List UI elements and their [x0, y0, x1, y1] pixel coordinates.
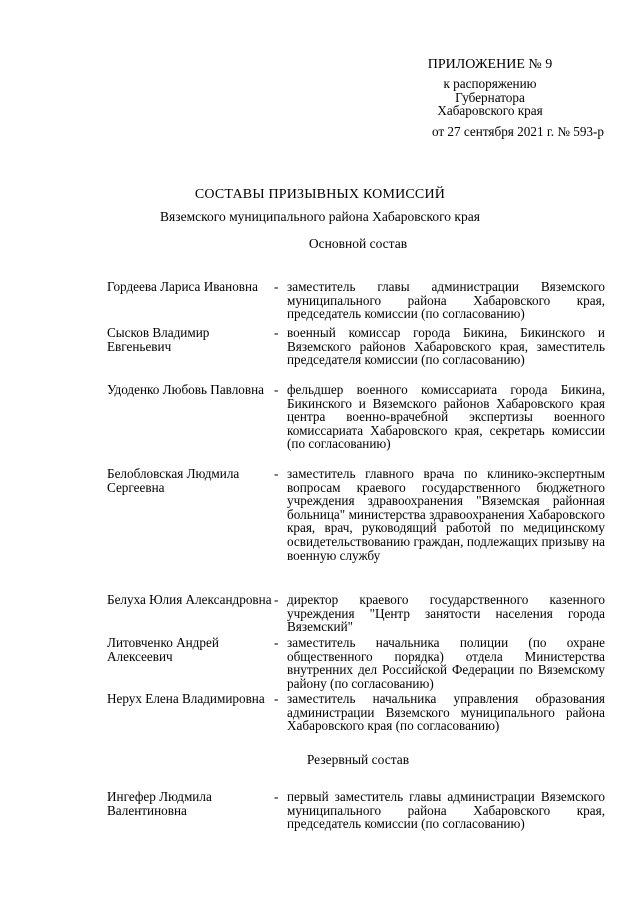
- member-name: Удоденко Любовь Павловна: [107, 382, 265, 397]
- member-name: Нерух Елена Владимировна: [107, 691, 265, 706]
- member-dash: -: [274, 789, 279, 804]
- appendix-block: [380, 57, 604, 139]
- member-name: Белобловская Людмила Сергеевна: [107, 466, 240, 495]
- appendix-line-1: к распоряжению: [443, 76, 537, 91]
- member-role: военный комиссар города Бикина, Бикинского и Вяземского районов Хабаровского края, заместитель председателя комиссии (по согласованию): [287, 325, 605, 368]
- appendix-line-3: Хабаровского края: [437, 103, 543, 118]
- appendix-line-2: Губернатора: [455, 89, 525, 105]
- appendix-title: ПРИЛОЖЕНИЕ № 9: [427, 57, 553, 72]
- member-role: директор краевого государственного казенного учреждения "Центр занятости населения города Вяземский": [287, 592, 605, 635]
- section-title-main: Основной состав: [308, 236, 408, 251]
- member-name: Литовченко Андрей Алексеевич: [107, 635, 219, 664]
- member-dash: -: [274, 382, 279, 397]
- appendix-date: от 27 сентября 2021 г. № 593-р: [431, 124, 604, 139]
- member-role: первый заместитель главы администрации Вяземского муниципального района Хабаровского края, председатель комиссии (по согласованию): [287, 789, 605, 832]
- member-role: фельдшер военного комиссариата города Бикина, Бикинского и Вяземского районов Хабаровского края центра военно-врачебной экспертизы военного комиссариата Хабаровского края, секретарь комиссии (по согласованию): [287, 382, 605, 452]
- member-dash: -: [274, 635, 279, 650]
- member-name: Сысков Владимир Евгеньевич: [107, 325, 210, 354]
- section-title-reserve: Резервный состав: [306, 752, 410, 767]
- member-role: заместитель главы администрации Вяземского муниципального района Хабаровского края, председатель комиссии (по согласованию): [287, 279, 605, 322]
- member-name: Ингефер Людмила Валентиновна: [107, 789, 212, 818]
- member-role: заместитель главного врача по клинико-экспертным вопросам краевого государственного бюджетного учреждения здравоохранения "Вяземская районная больница" министерства здравоохранения Хабаровского края, врач, руководящий работой по медицинскому освидетельствованию граждан, подлежащих призыву на военную службу: [287, 466, 605, 563]
- member-dash: -: [274, 279, 279, 294]
- member-name: Гордеева Лариса Ивановна: [107, 279, 258, 294]
- member-dash: -: [274, 325, 279, 340]
- member-dash: -: [274, 592, 279, 607]
- member-dash: -: [274, 466, 279, 481]
- member-role: заместитель начальника полиции (по охране общественного порядка) отдела Министерства внутренних дел Российской Федерации по Вяземскому району (по согласованию): [287, 635, 605, 691]
- member-name: Белуха Юлия Александровна: [107, 592, 272, 607]
- document-title: СОСТАВЫ ПРИЗЫВНЫХ КОМИССИЙ: [194, 187, 446, 202]
- member-dash: -: [274, 691, 279, 706]
- member-role: заместитель начальника управления образования администрации Вяземского муниципального района Хабаровского края (по согласованию): [287, 691, 605, 734]
- document-subtitle: Вяземского муниципального района Хабаровского края: [160, 209, 480, 224]
